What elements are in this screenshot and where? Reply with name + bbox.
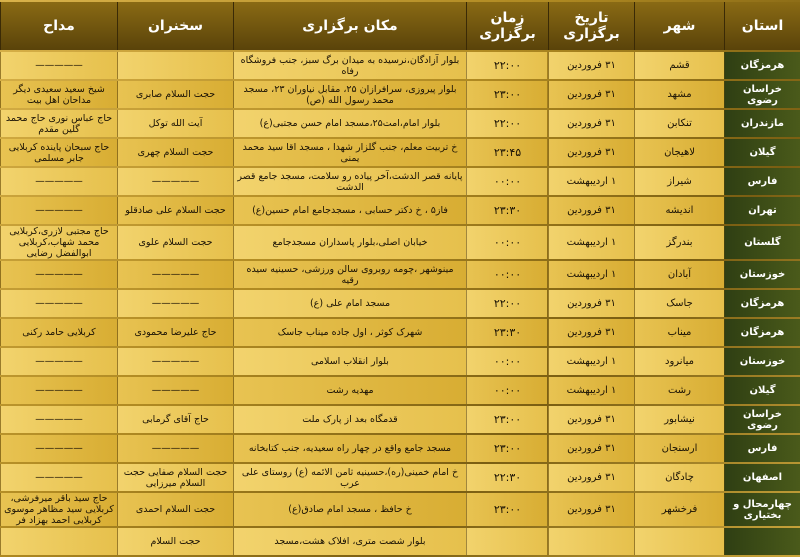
cell-place: بلوار امام،امت۲۵،مسجد امام حسن مجتبی(ع) bbox=[233, 110, 466, 137]
table-row bbox=[0, 226, 800, 259]
cell-place: مهدیه رشت bbox=[233, 377, 466, 404]
table-row bbox=[0, 464, 800, 491]
cell-place: خ حافظ ، مسجد امام صادق(ع) bbox=[233, 493, 466, 526]
cell-speaker: حجت السلام احمدی bbox=[117, 493, 233, 526]
cell-city: میانرود bbox=[634, 348, 724, 375]
cell-time: ۲۲:۳۰ bbox=[466, 464, 548, 491]
cell-place: بلوار پیروزی، سرافرازان ۲۵، مقابل نیاوران ۲۳، مسجد محمد رسول الله (ص) bbox=[233, 81, 466, 108]
cell-city: میناب bbox=[634, 319, 724, 346]
cell-province: گلستان bbox=[724, 226, 800, 259]
cell-madah: ————— bbox=[0, 377, 117, 404]
cell-time: ۲۲:۰۰ bbox=[466, 110, 548, 137]
header-date: تاریخ برگزاری bbox=[548, 2, 634, 50]
header-row bbox=[0, 2, 800, 50]
cell-date: ۳۱ فروردین bbox=[548, 110, 634, 137]
cell-madah: حاج سبحان پاینده کربلایی جابر مسلمی bbox=[0, 139, 117, 166]
cell-date: ۱ اردیبهشت bbox=[548, 261, 634, 288]
cell-place: بلوار شصت متری، افلاک هشت،مسجد bbox=[233, 528, 466, 555]
cell-city: بندرگز bbox=[634, 226, 724, 259]
table-row bbox=[0, 261, 800, 288]
cell-madah bbox=[0, 528, 117, 555]
cell-speaker: ————— bbox=[117, 261, 233, 288]
cell-time: ۰۰:۰۰ bbox=[466, 168, 548, 195]
table-row bbox=[0, 435, 800, 462]
cell-date bbox=[548, 528, 634, 555]
cell-speaker: ————— bbox=[117, 348, 233, 375]
cell-date: ۳۱ فروردین bbox=[548, 290, 634, 317]
cell-date: ۳۱ فروردین bbox=[548, 81, 634, 108]
header-province: استان bbox=[724, 2, 800, 50]
cell-province: فارس bbox=[724, 435, 800, 462]
cell-time: ۲۳:۳۰ bbox=[466, 197, 548, 224]
cell-time: ۲۲:۰۰ bbox=[466, 290, 548, 317]
cell-place: مسجد امام علی (ع) bbox=[233, 290, 466, 317]
cell-time: ۲۳:۰۰ bbox=[466, 493, 548, 526]
cell-city: آبادان bbox=[634, 261, 724, 288]
cell-province: فارس bbox=[724, 168, 800, 195]
cell-madah: ————— bbox=[0, 406, 117, 433]
cell-place: خ امام خمینی(ره)،حسینیه ثامن الائمه (ع) روستای علی عرب bbox=[233, 464, 466, 491]
header-madah: مداح bbox=[0, 2, 117, 50]
cell-city: مشهد bbox=[634, 81, 724, 108]
table-row bbox=[0, 168, 800, 195]
cell-date: ۳۱ فروردین bbox=[548, 464, 634, 491]
cell-date: ۳۱ فروردین bbox=[548, 197, 634, 224]
cell-province: خوزستان bbox=[724, 261, 800, 288]
table-row bbox=[0, 139, 800, 166]
cell-madah: ————— bbox=[0, 348, 117, 375]
cell-city: لاهیجان bbox=[634, 139, 724, 166]
cell-city: ارسنجان bbox=[634, 435, 724, 462]
cell-date: ۳۱ فروردین bbox=[548, 493, 634, 526]
table-row bbox=[0, 493, 800, 526]
cell-place: مسجد جامع واقع در چهار راه سعیدیه، جنب کتابخانه bbox=[233, 435, 466, 462]
cell-time: ۰۰:۰۰ bbox=[466, 377, 548, 404]
cell-madah: ————— bbox=[0, 168, 117, 195]
header-time: زمان برگزاری bbox=[466, 2, 548, 50]
cell-madah: حاج سید باقر میرفرشی، کربلایی سید مظاهر موسوی کربلایی احمد بهزاد فر bbox=[0, 493, 117, 526]
cell-madah: شیخ سعید سعیدی دیگر مداحان اهل بیت bbox=[0, 81, 117, 108]
cell-province: هرمزگان bbox=[724, 319, 800, 346]
cell-madah: کربلایی حامد رکنی bbox=[0, 319, 117, 346]
cell-date: ۱ اردیبهشت bbox=[548, 348, 634, 375]
cell-speaker: حجت السلام bbox=[117, 528, 233, 555]
cell-date: ۳۱ فروردین bbox=[548, 139, 634, 166]
cell-place: قدمگاه بعد از پارک ملت bbox=[233, 406, 466, 433]
cell-province: گیلان bbox=[724, 377, 800, 404]
header-city: شهر bbox=[634, 2, 724, 50]
table-row bbox=[0, 81, 800, 108]
cell-date: ۱ اردیبهشت bbox=[548, 168, 634, 195]
cell-province: مازندران bbox=[724, 110, 800, 137]
cell-madah: ————— bbox=[0, 197, 117, 224]
cell-speaker: ————— bbox=[117, 168, 233, 195]
cell-madah: ————— bbox=[0, 52, 117, 79]
cell-city: فرخشهر bbox=[634, 493, 724, 526]
cell-province: گیلان bbox=[724, 139, 800, 166]
cell-speaker: حجت السلام صفایی حجت السلام میرزایی bbox=[117, 464, 233, 491]
cell-time: ۰۰:۰۰ bbox=[466, 261, 548, 288]
cell-time: ۲۲:۰۰ bbox=[466, 52, 548, 79]
cell-province: خراسان رضوی bbox=[724, 406, 800, 433]
header-place: مکان برگزاری bbox=[233, 2, 466, 50]
cell-time: ۰۰:۰۰ bbox=[466, 226, 548, 259]
cell-province bbox=[724, 528, 800, 555]
cell-city: نیشابور bbox=[634, 406, 724, 433]
cell-place: بلوار انقلاب اسلامی bbox=[233, 348, 466, 375]
cell-city: تنکابن bbox=[634, 110, 724, 137]
cell-madah: ————— bbox=[0, 464, 117, 491]
cell-city: رشت bbox=[634, 377, 724, 404]
cell-place: مینوشهر ،چومه روبروی سالن ورزشی، حسینیه سیده رقیه bbox=[233, 261, 466, 288]
cell-speaker: ————— bbox=[117, 435, 233, 462]
cell-speaker: حجت السلام علی صادقلو bbox=[117, 197, 233, 224]
cell-province: چهارمحال و بختیاری bbox=[724, 493, 800, 526]
cell-city: شیراز bbox=[634, 168, 724, 195]
table-row bbox=[0, 197, 800, 224]
cell-time: ۲۳:۰۰ bbox=[466, 406, 548, 433]
cell-madah: ————— bbox=[0, 290, 117, 317]
cell-madah: ————— bbox=[0, 435, 117, 462]
cell-date: ۱ اردیبهشت bbox=[548, 377, 634, 404]
table-row bbox=[0, 528, 800, 555]
cell-speaker: ————— bbox=[117, 290, 233, 317]
table-row bbox=[0, 348, 800, 375]
cell-time: ۲۳:۰۰ bbox=[466, 435, 548, 462]
cell-province: هرمزگان bbox=[724, 290, 800, 317]
cell-madah: حاج عباس نوری حاج محمد گلین مقدم bbox=[0, 110, 117, 137]
cell-place: فاز۵ ، خ دکتر حسابی ، مسجدجامع امام حسین(ع) bbox=[233, 197, 466, 224]
cell-place: خ تربیت معلم، جنب گلزار شهدا ، مسجد اقا سید محمد یمنی bbox=[233, 139, 466, 166]
cell-time: ۰۰:۰۰ bbox=[466, 348, 548, 375]
table-row bbox=[0, 406, 800, 433]
cell-madah: حاج مجتبی لازری،کربلایی محمد شهاب،کربلایی ابوالفضل رضایی bbox=[0, 226, 117, 259]
cell-speaker: آیت الله توکل bbox=[117, 110, 233, 137]
cell-time bbox=[466, 528, 548, 555]
cell-time: ۲۳:۳۰ bbox=[466, 319, 548, 346]
cell-date: ۳۱ فروردین bbox=[548, 319, 634, 346]
table-row bbox=[0, 290, 800, 317]
table-row bbox=[0, 52, 800, 79]
cell-speaker: حاج علیرضا محمودی bbox=[117, 319, 233, 346]
cell-speaker bbox=[117, 52, 233, 79]
cell-city bbox=[634, 528, 724, 555]
cell-province: هرمزگان bbox=[724, 52, 800, 79]
cell-time: ۲۳:۰۰ bbox=[466, 81, 548, 108]
cell-place: بلوار آزادگان،نرسیده به میدان برگ سبز، جنب فروشگاه رفاه bbox=[233, 52, 466, 79]
cell-province: اصفهان bbox=[724, 464, 800, 491]
cell-city: قشم bbox=[634, 52, 724, 79]
table-row bbox=[0, 110, 800, 137]
cell-city: اندیشه bbox=[634, 197, 724, 224]
cell-date: ۳۱ فروردین bbox=[548, 52, 634, 79]
cell-province: خراسان رضوی bbox=[724, 81, 800, 108]
cell-date: ۱ اردیبهشت bbox=[548, 226, 634, 259]
cell-speaker: حجت السلام چهری bbox=[117, 139, 233, 166]
table-row bbox=[0, 319, 800, 346]
cell-date: ۳۱ فروردین bbox=[548, 435, 634, 462]
cell-speaker: حجت السلام علوی bbox=[117, 226, 233, 259]
header-speaker: سخنران bbox=[117, 2, 233, 50]
cell-speaker: حاج آقای گرمابی bbox=[117, 406, 233, 433]
cell-city: چادگان bbox=[634, 464, 724, 491]
cell-province: خوزستان bbox=[724, 348, 800, 375]
cell-place: خیابان اصلی،بلوار پاسداران مسجدجامع bbox=[233, 226, 466, 259]
cell-speaker: ————— bbox=[117, 377, 233, 404]
cell-time: ۲۳:۴۵ bbox=[466, 139, 548, 166]
cell-province: تهران bbox=[724, 197, 800, 224]
cell-place: پایانه قصر الدشت،آخر پیاده رو سلامت، مسجد جامع قصر الدشت bbox=[233, 168, 466, 195]
cell-madah: ————— bbox=[0, 261, 117, 288]
cell-place: شهرک کوثر ، اول جاده میناب جاسک bbox=[233, 319, 466, 346]
cell-speaker: حجت السلام صابری bbox=[117, 81, 233, 108]
cell-city: جاسک bbox=[634, 290, 724, 317]
cell-date: ۳۱ فروردین bbox=[548, 406, 634, 433]
table-row bbox=[0, 377, 800, 404]
